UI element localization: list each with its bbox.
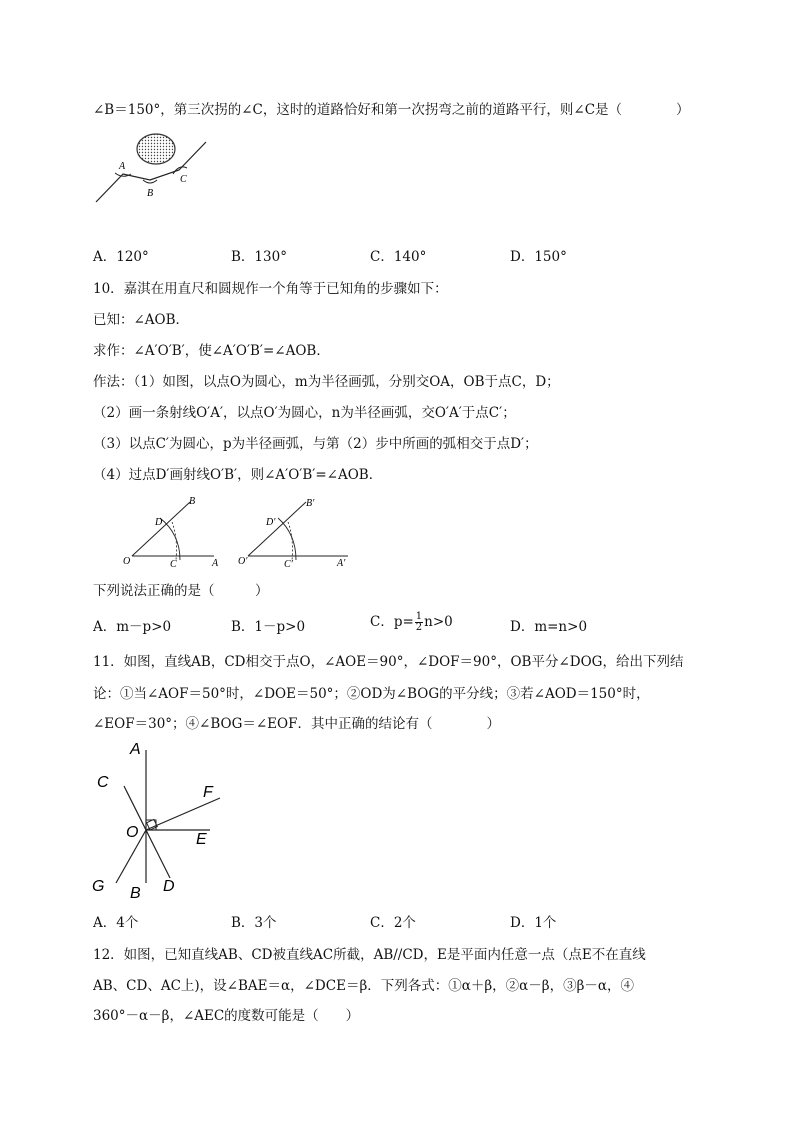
fig1-label-d: D	[155, 517, 163, 528]
q11-line-1: 11．如图，直线AB，CD相交于点O，∠AOE＝90°，∠DOF＝90°，OB平分∠DOG，给出下列结	[93, 654, 684, 670]
q11-line-3: ∠EOF＝30°；④∠BOG＝∠EOF．其中正确的结论有（ ）	[93, 716, 500, 732]
fig-label-o: O	[126, 824, 139, 841]
pond-shape	[137, 134, 175, 164]
q9-option-a: A．120°	[93, 249, 149, 265]
q10-angle-figure-1	[118, 494, 228, 572]
q10-option-c-suffix: n>0	[424, 614, 453, 630]
q10-line-1: 10．嘉淇在用直尺和圆规作一个角等于已知角的步骤如下：	[93, 281, 448, 297]
q10-option-c	[370, 612, 453, 633]
fig1-label-o: O	[123, 556, 131, 567]
fig2-label-d: D′	[266, 517, 276, 528]
label-b: B	[147, 188, 154, 199]
fig1-label-c: C	[170, 559, 177, 570]
q12-line-3: 360°－α－β，∠AEC的度数可能是（ ）	[93, 1008, 360, 1024]
fig1-label-b: B	[189, 496, 196, 507]
q9-road-figure	[93, 130, 223, 208]
q11-option-b: B．3个	[231, 915, 277, 931]
fig-label-a: A	[130, 741, 141, 758]
fig-label-b: B	[130, 885, 141, 900]
q10-option-a: A．m－p>0	[93, 619, 172, 635]
q10-line-7: （4）过点D′画射线O′B′，则∠A′O′B′=∠AOB．	[93, 467, 383, 483]
q10-line-3: 求作：∠A′O′B′，使∠A′O′B′=∠AOB．	[93, 343, 330, 359]
label-a: A	[119, 161, 126, 172]
q10-option-b: B．1－p>0	[231, 619, 306, 635]
q12-line-2: AB、CD、AC上)，设∠BAE＝α，∠DCE＝β．下列各式：①α＋β，②α－β，③β－α，④	[93, 978, 635, 994]
q10-line-5: （2）画一条射线O′A′，以点O′为圆心，n为半径画弧，交O′A′于点C′；	[93, 405, 516, 421]
fig-label-d: D	[163, 878, 175, 895]
fig2-label-a: A′	[337, 558, 346, 569]
fig-label-c: C	[97, 774, 109, 791]
q10-option-c-prefix: C．p=	[370, 614, 414, 630]
q11-option-a: A．4个	[93, 915, 139, 931]
label-c: C	[180, 174, 187, 185]
q11-option-c: C．2个	[370, 915, 416, 931]
fig-label-f: F	[203, 784, 213, 801]
fig-label-g: G	[92, 878, 105, 895]
q10-angle-figure-2	[236, 494, 356, 572]
fig2-label-b: B′	[306, 498, 315, 509]
q11-option-d: D．1个	[510, 915, 557, 931]
q9-option-c: C．140°	[370, 249, 427, 265]
fraction-numerator: 1	[415, 611, 423, 622]
q11-line-2: 论：①当∠AOF＝50°时，∠DOE＝50°；②OD为∠BOG的平分线；③若∠AOD＝150°时，	[93, 686, 650, 702]
fig-label-e: E	[196, 831, 207, 848]
q10-option-d: D．m=n>0	[510, 619, 588, 635]
fig2-label-o: O′	[238, 556, 248, 567]
fig2-label-c: C′	[284, 559, 293, 570]
q10-prompt: 下列说法正确的是（ ）	[93, 583, 269, 599]
q12-line-1: 12．如图，已知直线AB、CD被直线AC所截，AB//CD，E是平面内任意一点（点E不在直线	[93, 947, 646, 963]
fraction-denominator: 2	[415, 622, 423, 633]
fig1-label-a: A	[212, 558, 219, 569]
q9-stem: ∠B＝150°，第三次拐的∠C，这时的道路恰好和第一次拐弯之前的道路平行，则∠C是（ ）	[93, 102, 690, 118]
q9-option-b: B．130°	[231, 249, 287, 265]
q10-line-6: （3）以点C′为圆心，p为半径画弧，与第（2）步中所画的弧相交于点D′；	[93, 436, 538, 452]
q11-lines-figure	[88, 738, 228, 900]
fraction	[415, 612, 423, 633]
q10-line-4: 作法：（1）如图，以点O为圆心，m为半径画弧，分别交OA，OB于点C，D；	[93, 374, 560, 390]
q10-line-2: 已知：∠AOB．	[93, 312, 190, 328]
q9-option-d: D．150°	[510, 249, 567, 265]
